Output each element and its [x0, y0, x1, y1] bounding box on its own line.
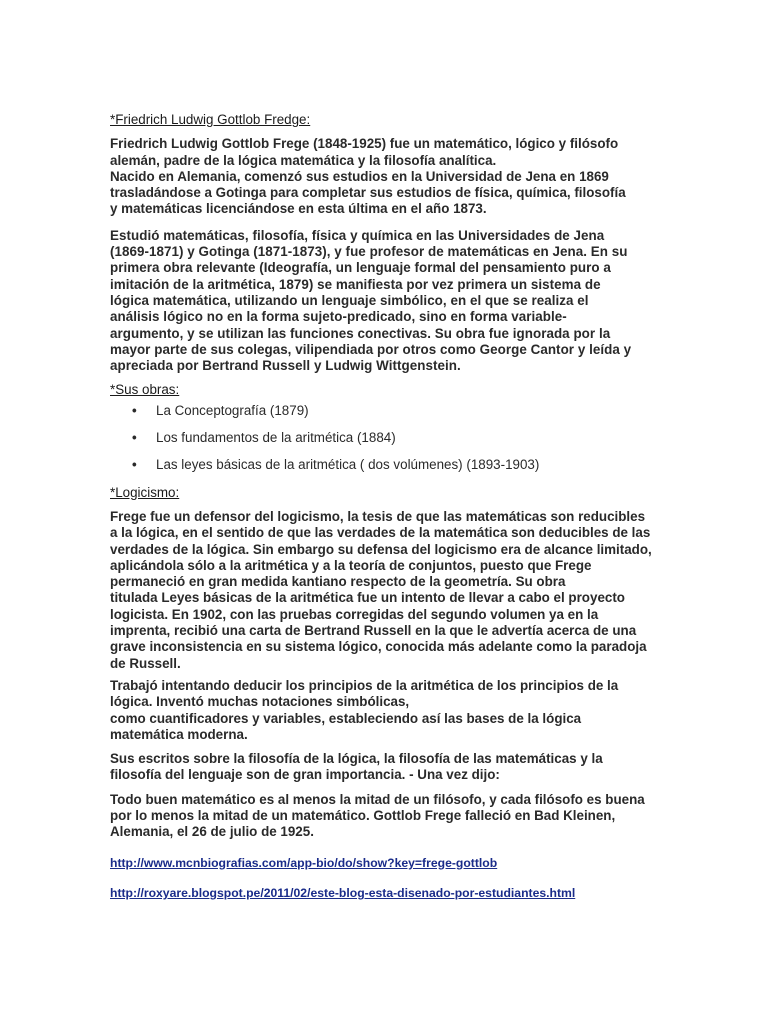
quote-line: Alemania, el 26 de julio de 1925.	[110, 824, 314, 840]
estudio-line: (1869-1871) y Gotinga (1871-1873), y fue profesor de matemáticas en Jena. En su	[110, 244, 628, 260]
logicismo-line: permaneció en gran medida kantiano respecto de la geometría. Su obra	[110, 574, 566, 590]
heading-friedrich-frege: *Friedrich Ludwig Gottlob Fredge:	[110, 112, 311, 127]
work-title: Las leyes básicas de la aritmética ( dos volúmenes) (1893-1903)	[156, 457, 540, 473]
works-list	[110, 403, 662, 474]
intro-line: y matemáticas licenciándose en esta última en el año 1873.	[110, 201, 487, 217]
trabajo-line: Trabajó intentando deducir los principios de la aritmética de los principios de la	[110, 677, 619, 693]
document-page	[110, 112, 662, 915]
heading-logicismo: *Logicismo:	[110, 484, 180, 500]
paragraph-quote	[110, 792, 662, 841]
trabajo-line: como cuantificadores y variables, estableciendo así las bases de la lógica	[110, 710, 582, 726]
logicismo-line: imprenta, recibió una carta de Bertrand Russell en la que le advertía acerca de una	[110, 623, 637, 639]
escritos-line: Sus escritos sobre la filosofía de la lógica, la filosofía de las matemáticas y la	[110, 751, 603, 767]
intro-line: alemán, padre de la lógica matemática y la filosofía analítica.	[110, 152, 497, 168]
escritos-line: filosofía del lenguaje son de gran importancia. - Una vez dijo:	[110, 767, 500, 783]
link-roxyare-blog[interactable]: http://roxyare.blogspot.pe/2011/02/este-blog-esta-disenado-por-estudiantes.html	[110, 885, 576, 900]
list-item	[110, 430, 662, 446]
estudio-line: primera obra relevante (Ideografía, un lenguaje formal del pensamiento puro a	[110, 260, 611, 276]
logicismo-line: aplicándola sólo a la aritmética y a la teoría de conjuntos, puesto que Frege	[110, 557, 592, 573]
trabajo-line: lógica. Inventó muchas notaciones simbólicas,	[110, 694, 410, 710]
work-title: La Conceptografía (1879)	[156, 402, 309, 418]
trabajo-line: matemática moderna.	[110, 726, 248, 742]
estudio-line: apreciada por Bertrand Russell y Ludwig Wittgenstein.	[110, 358, 461, 374]
logicismo-line: logicista. En 1902, con las pruebas corregidas del segundo volumen ya en la	[110, 606, 599, 622]
paragraph-intro	[110, 136, 662, 217]
paragraph-trabajo	[110, 678, 662, 743]
paragraph-estudio	[110, 228, 662, 375]
estudio-line: imitación de la aritmética, 1879) se manifiesta por vez primera un sistema de	[110, 276, 601, 292]
estudio-line: argumento, y se utilizan las funciones conectivas. Su obra fue ignorada por la	[110, 325, 611, 341]
bullet-icon: •	[132, 402, 137, 418]
work-title: Los fundamentos de la aritmética (1884)	[156, 430, 396, 446]
estudio-line: análisis lógico no en la forma sujeto-predicado, sino en forma variable-	[110, 309, 567, 325]
logicismo-line: titulada Leyes básicas de la aritmética fue un intento de llevar a cabo el proyecto	[110, 590, 625, 606]
intro-line: trasladándose a Gotinga para completar sus estudios de física, química, filosofía	[110, 185, 626, 201]
logicismo-line: a la lógica, en el sentido de que las verdades de la matemática son deducibles de las	[110, 525, 651, 541]
paragraph-logicismo	[110, 509, 662, 672]
heading-sus-obras: *Sus obras:	[110, 382, 180, 398]
estudio-line: lógica matemática, utilizando un lenguaje simbólico, en el que se realiza el	[110, 292, 589, 308]
intro-line: Nacido en Alemania, comenzó sus estudios en la Universidad de Jena en 1869	[110, 168, 609, 184]
logicismo-line: Frege fue un defensor del logicismo, la tesis de que las matemáticas son reducibles	[110, 508, 646, 524]
logicismo-line: grave inconsistencia en su sistema lógico, conocida más adelante como la paradoja	[110, 639, 647, 655]
list-item	[110, 457, 662, 473]
bullet-icon: •	[132, 457, 137, 473]
estudio-line: mayor parte de sus colegas, vilipendiada por otros como George Cantor y leída y	[110, 341, 632, 357]
logicismo-line: verdades de la lógica. Sin embargo su defensa del logicismo era de alcance limitado,	[110, 541, 652, 557]
paragraph-escritos	[110, 751, 662, 784]
logicismo-line: de Russell.	[110, 655, 181, 671]
link-mcnbiografias[interactable]: http://www.mcnbiografias.com/app-bio/do/show?key=frege-gottlob	[110, 855, 498, 870]
list-item	[110, 403, 662, 419]
bullet-icon: •	[132, 430, 137, 446]
quote-line: por lo menos la mitad de un matemático. Gottlob Frege falleció en Bad Kleinen,	[110, 807, 616, 823]
intro-line: Friedrich Ludwig Gottlob Frege (1848-1925) fue un matemático, lógico y filósofo	[110, 136, 619, 152]
quote-line: Todo buen matemático es al menos la mitad de un filósofo, y cada filósofo es buena	[110, 791, 645, 807]
estudio-line: Estudió matemáticas, filosofía, física y química en las Universidades de Jena	[110, 227, 605, 243]
